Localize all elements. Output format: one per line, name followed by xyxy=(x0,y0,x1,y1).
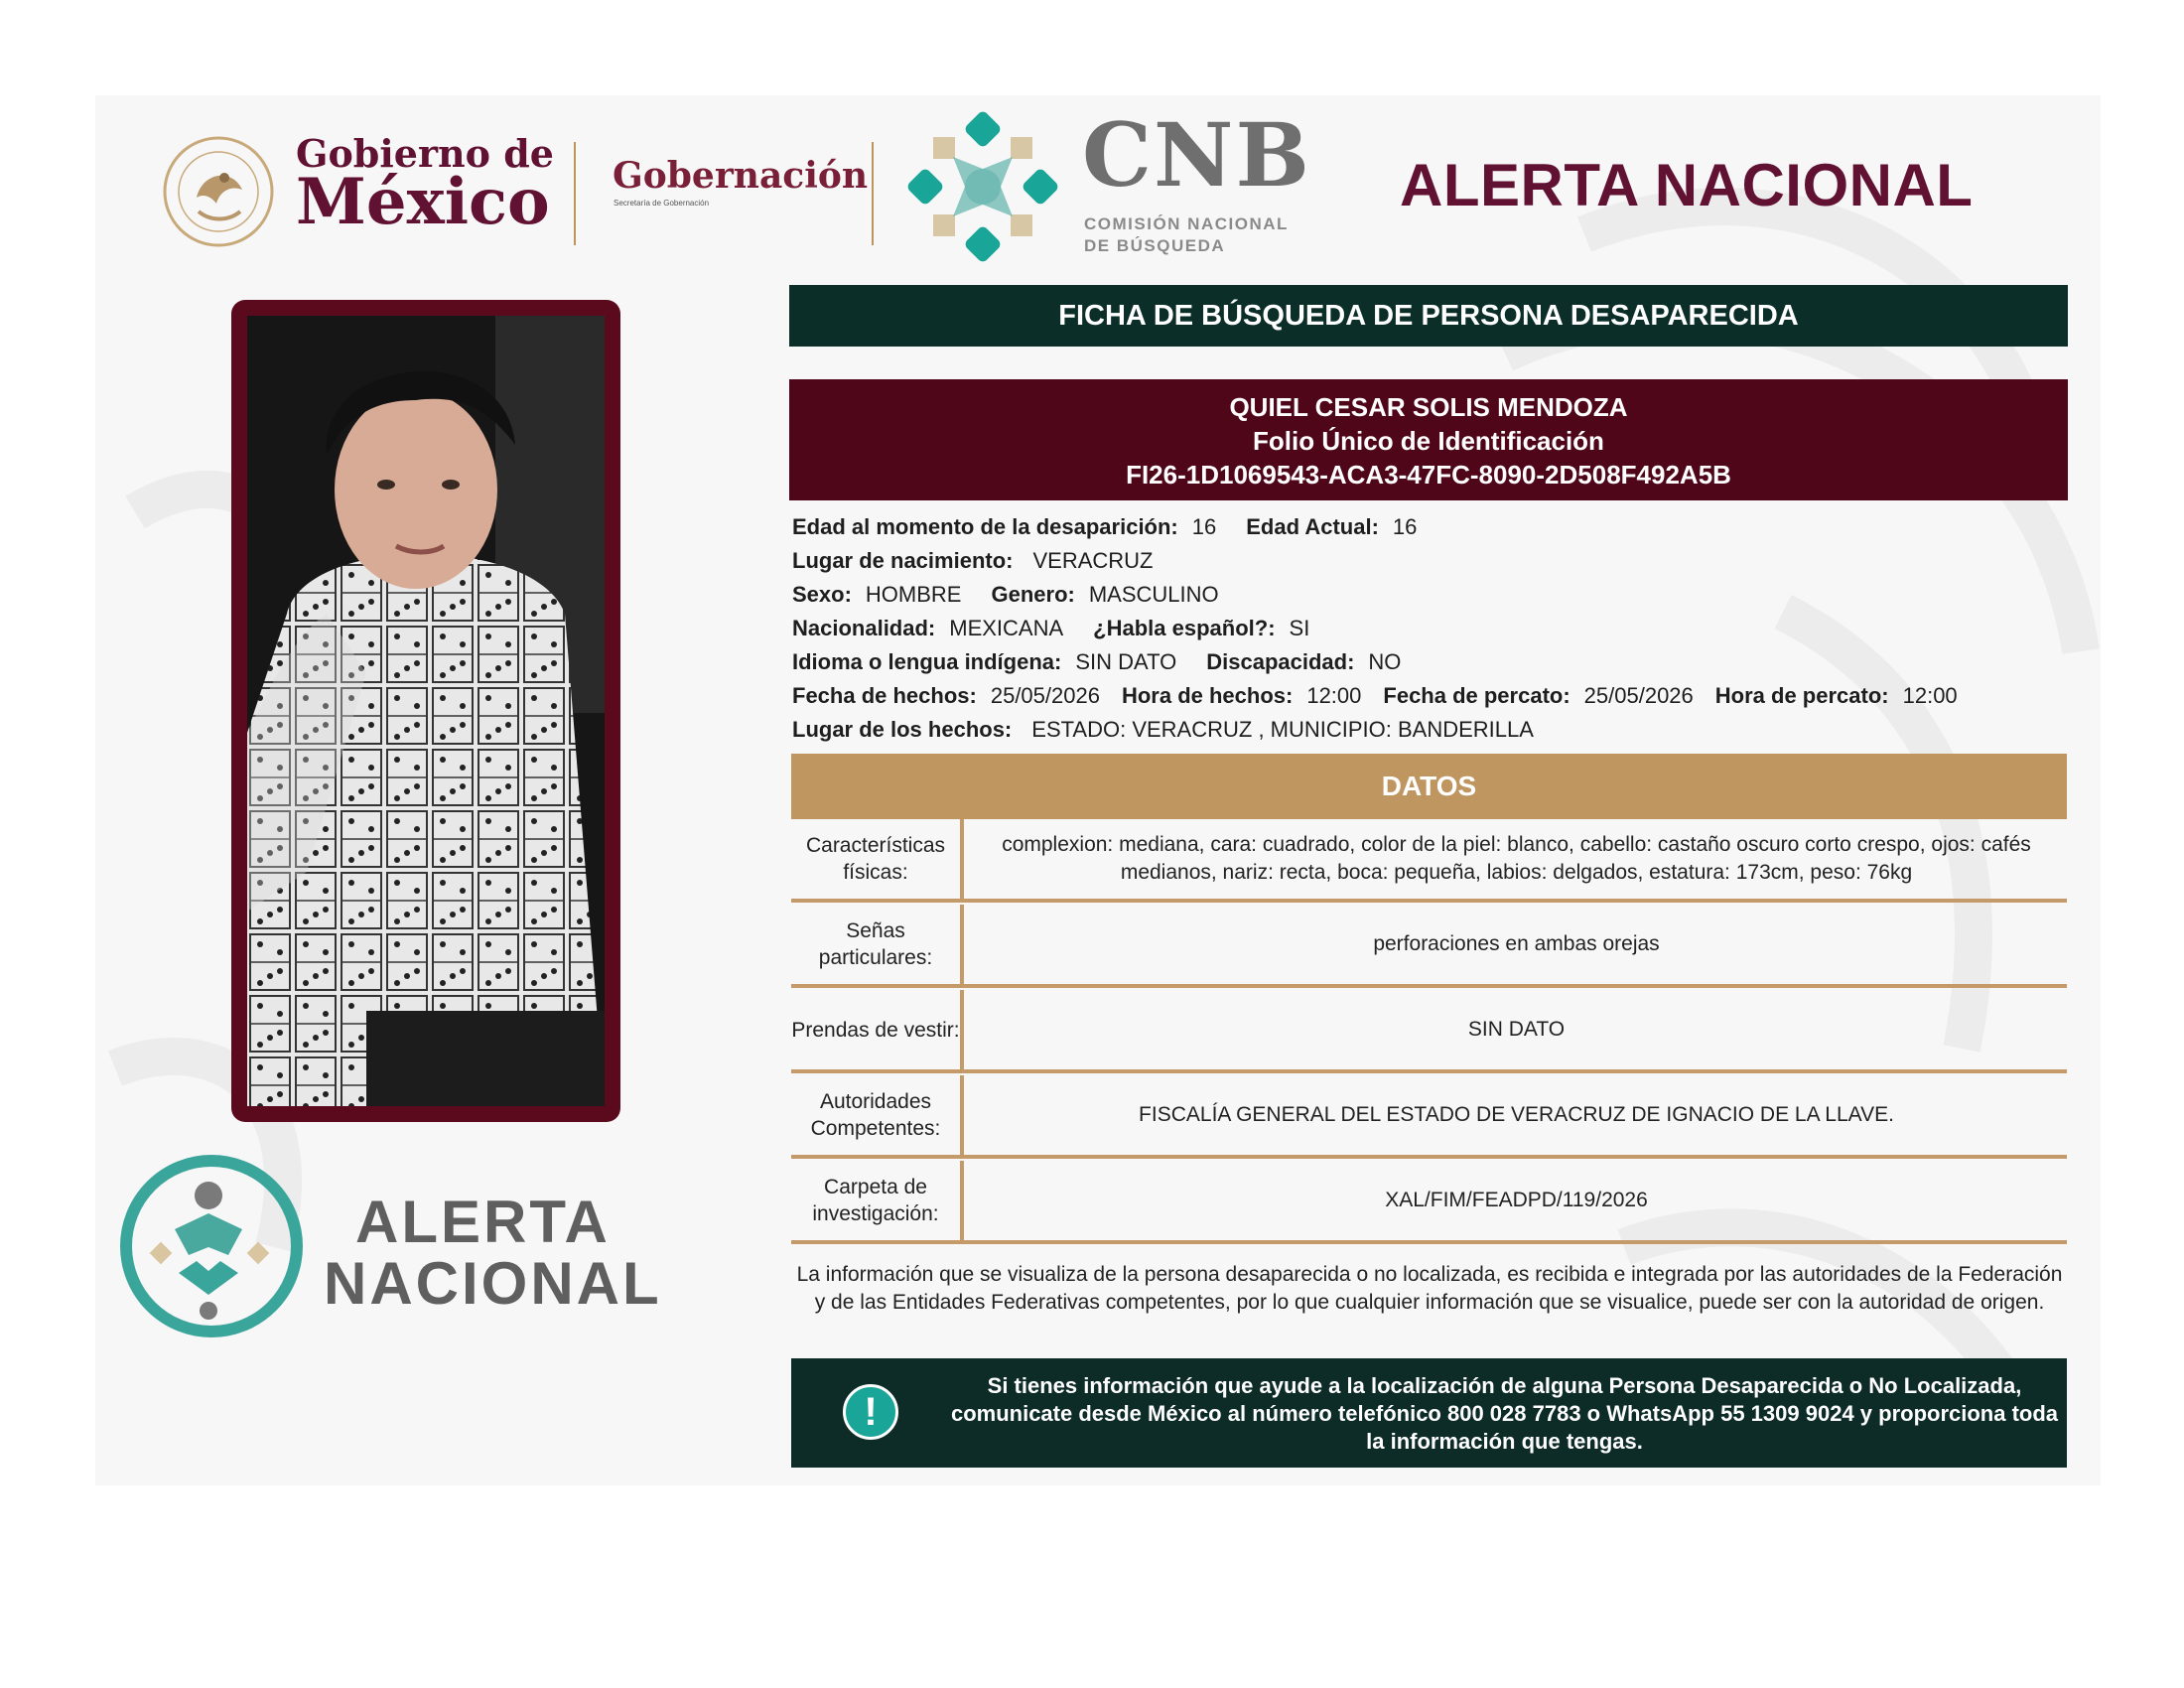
gobierno-line2: México xyxy=(296,165,550,239)
datos-row-value: perforaciones en ambas orejas xyxy=(1373,932,1660,955)
exclamation-icon: ! xyxy=(843,1384,898,1440)
datos-row xyxy=(791,819,2067,903)
folio-label: Folio Único de Identificación xyxy=(1253,426,1604,456)
gobernacion-logo: Gobernación xyxy=(613,155,869,197)
datos-header: DATOS xyxy=(791,754,2067,819)
info-line-idioma xyxy=(792,649,1431,675)
alerta-nacional-emblem-icon xyxy=(117,1152,306,1340)
person-photo xyxy=(247,316,605,1106)
cnb-sub-line1: COMISIÓN NACIONAL xyxy=(1084,214,1289,233)
info-line-nacionalidad xyxy=(792,616,1339,641)
fecha-hechos-value: 25/05/2026 xyxy=(990,683,1100,708)
discapacidad-value: NO xyxy=(1368,649,1402,674)
datos-row-value: FISCALÍA GENERAL DEL ESTADO DE VERACRUZ DE IGNACIO DE LA LLAVE. xyxy=(1139,1103,1894,1126)
hora-hechos-label: Hora de hechos: xyxy=(1121,683,1294,708)
ficha-title-bar: FICHA DE BÚSQUEDA DE PERSONA DESAPARECIDA xyxy=(789,285,2068,347)
datos-row xyxy=(791,1161,2067,1244)
alert-title: ALERTA NACIONAL xyxy=(1400,152,1974,218)
gobierno-line1: Gobierno de xyxy=(296,131,554,176)
person-photo-frame xyxy=(231,300,620,1122)
cnb-logo-text: CNB xyxy=(1082,103,1311,207)
header-divider xyxy=(574,142,576,245)
habla-label: ¿Habla español?: xyxy=(1093,616,1276,640)
datos-row xyxy=(791,1075,2067,1159)
nacionalidad-value: MEXICANA xyxy=(949,616,1064,640)
fecha-percato-label: Fecha de percato: xyxy=(1383,683,1570,708)
sexo-label: Sexo: xyxy=(792,582,852,607)
datos-row-label: Prendas de vestir: xyxy=(791,990,964,1069)
fecha-hechos-label: Fecha de hechos: xyxy=(792,683,977,708)
disclaimer-text: La información que se visualiza de la persona desaparecida o no localizada, es recibida e integrada por las autoridades de la Federación y de las Entidades Federativas competentes, por lo que cualquier información que se visualice, puede ser con la autoridad de origen. xyxy=(796,1263,2063,1314)
alerta-logo-line2: NACIONAL xyxy=(324,1250,662,1317)
habla-value: SI xyxy=(1289,616,1310,640)
datos-row-label: Señas particulares: xyxy=(791,905,964,984)
idioma-value: SIN DATO xyxy=(1075,649,1177,674)
cnb-sub-line2: DE BÚSQUEDA xyxy=(1084,236,1226,255)
edad-actual-label: Edad Actual: xyxy=(1246,514,1379,539)
info-line-fechas xyxy=(792,683,1958,709)
contact-message: Si tienes información que ayude a la localización de alguna Persona Desaparecida o No Localizada, comunicate desde México al número telefónico 800 028 7783 o WhatsApp 55 1309 9024 y proporciona toda la información que tengas. xyxy=(950,1373,2059,1454)
contact-footer xyxy=(791,1358,2067,1468)
lugar-hechos-value: ESTADO: VERACRUZ , MUNICIPIO: BANDERILLA xyxy=(1031,717,1534,742)
lugar-hechos-label: Lugar de los hechos: xyxy=(792,717,1013,742)
gobernacion-sub: Secretaría de Gobernación xyxy=(614,199,710,208)
discapacidad-label: Discapacidad: xyxy=(1206,649,1355,674)
fecha-percato-value: 25/05/2026 xyxy=(1583,683,1694,708)
datos-row-label: Carpeta de investigación: xyxy=(791,1161,964,1240)
info-line-lugar-nac xyxy=(792,548,1183,574)
cnb-emblem-icon xyxy=(903,107,1062,266)
datos-row-value: SIN DATO xyxy=(1467,1018,1566,1041)
folio-number: FI26-1D1069543-ACA3-47FC-8090-2D508F492A5B xyxy=(1126,460,1731,490)
idioma-label: Idioma o lengua indígena: xyxy=(792,649,1062,674)
edad-desap-value: 16 xyxy=(1191,514,1217,539)
nacionalidad-label: Nacionalidad: xyxy=(792,616,936,640)
datos-row-value: complexion: mediana, cara: cuadrado, color de la piel: blanco, cabello: castaño oscuro corto crespo, ojos: cafés medianos, nariz: recta, boca: pequeña, labios: delgados, estatura: 173cm, peso: 76kg xyxy=(1002,833,2031,884)
mexico-seal-icon xyxy=(159,132,278,251)
info-line-lugar-hechos xyxy=(792,717,1564,743)
person-name-bar xyxy=(789,379,2068,500)
datos-row-label: Características físicas: xyxy=(791,819,964,899)
info-line-edad xyxy=(792,514,1446,540)
hora-hechos-value: 12:00 xyxy=(1306,683,1362,708)
edad-desap-label: Edad al momento de la desaparición: xyxy=(792,514,1178,539)
gobierno-de-mexico-logo xyxy=(296,131,554,239)
alerta-logo-line1: ALERTA xyxy=(355,1189,611,1255)
header-divider xyxy=(872,142,874,245)
hora-percato-value: 12:00 xyxy=(1902,683,1958,708)
alerta-nacional-logo-text xyxy=(324,1189,662,1317)
lugar-nac-value: VERACRUZ xyxy=(1032,548,1154,573)
lugar-nac-label: Lugar de nacimiento: xyxy=(792,548,1014,573)
genero-value: MASCULINO xyxy=(1088,582,1219,607)
hora-percato-label: Hora de percato: xyxy=(1714,683,1889,708)
datos-row xyxy=(791,990,2067,1073)
cnb-subtitle xyxy=(1084,213,1289,257)
edad-actual-value: 16 xyxy=(1392,514,1418,539)
datos-row-label: Autoridades Competentes: xyxy=(791,1075,964,1155)
datos-row xyxy=(791,905,2067,988)
info-line-sexo xyxy=(792,582,1249,608)
sexo-value: HOMBRE xyxy=(865,582,962,607)
genero-label: Genero: xyxy=(991,582,1075,607)
datos-row-value: XAL/FIM/FEADPD/119/2026 xyxy=(1385,1189,1648,1211)
person-name: QUIEL CESAR SOLIS MENDOZA xyxy=(1229,392,1628,422)
